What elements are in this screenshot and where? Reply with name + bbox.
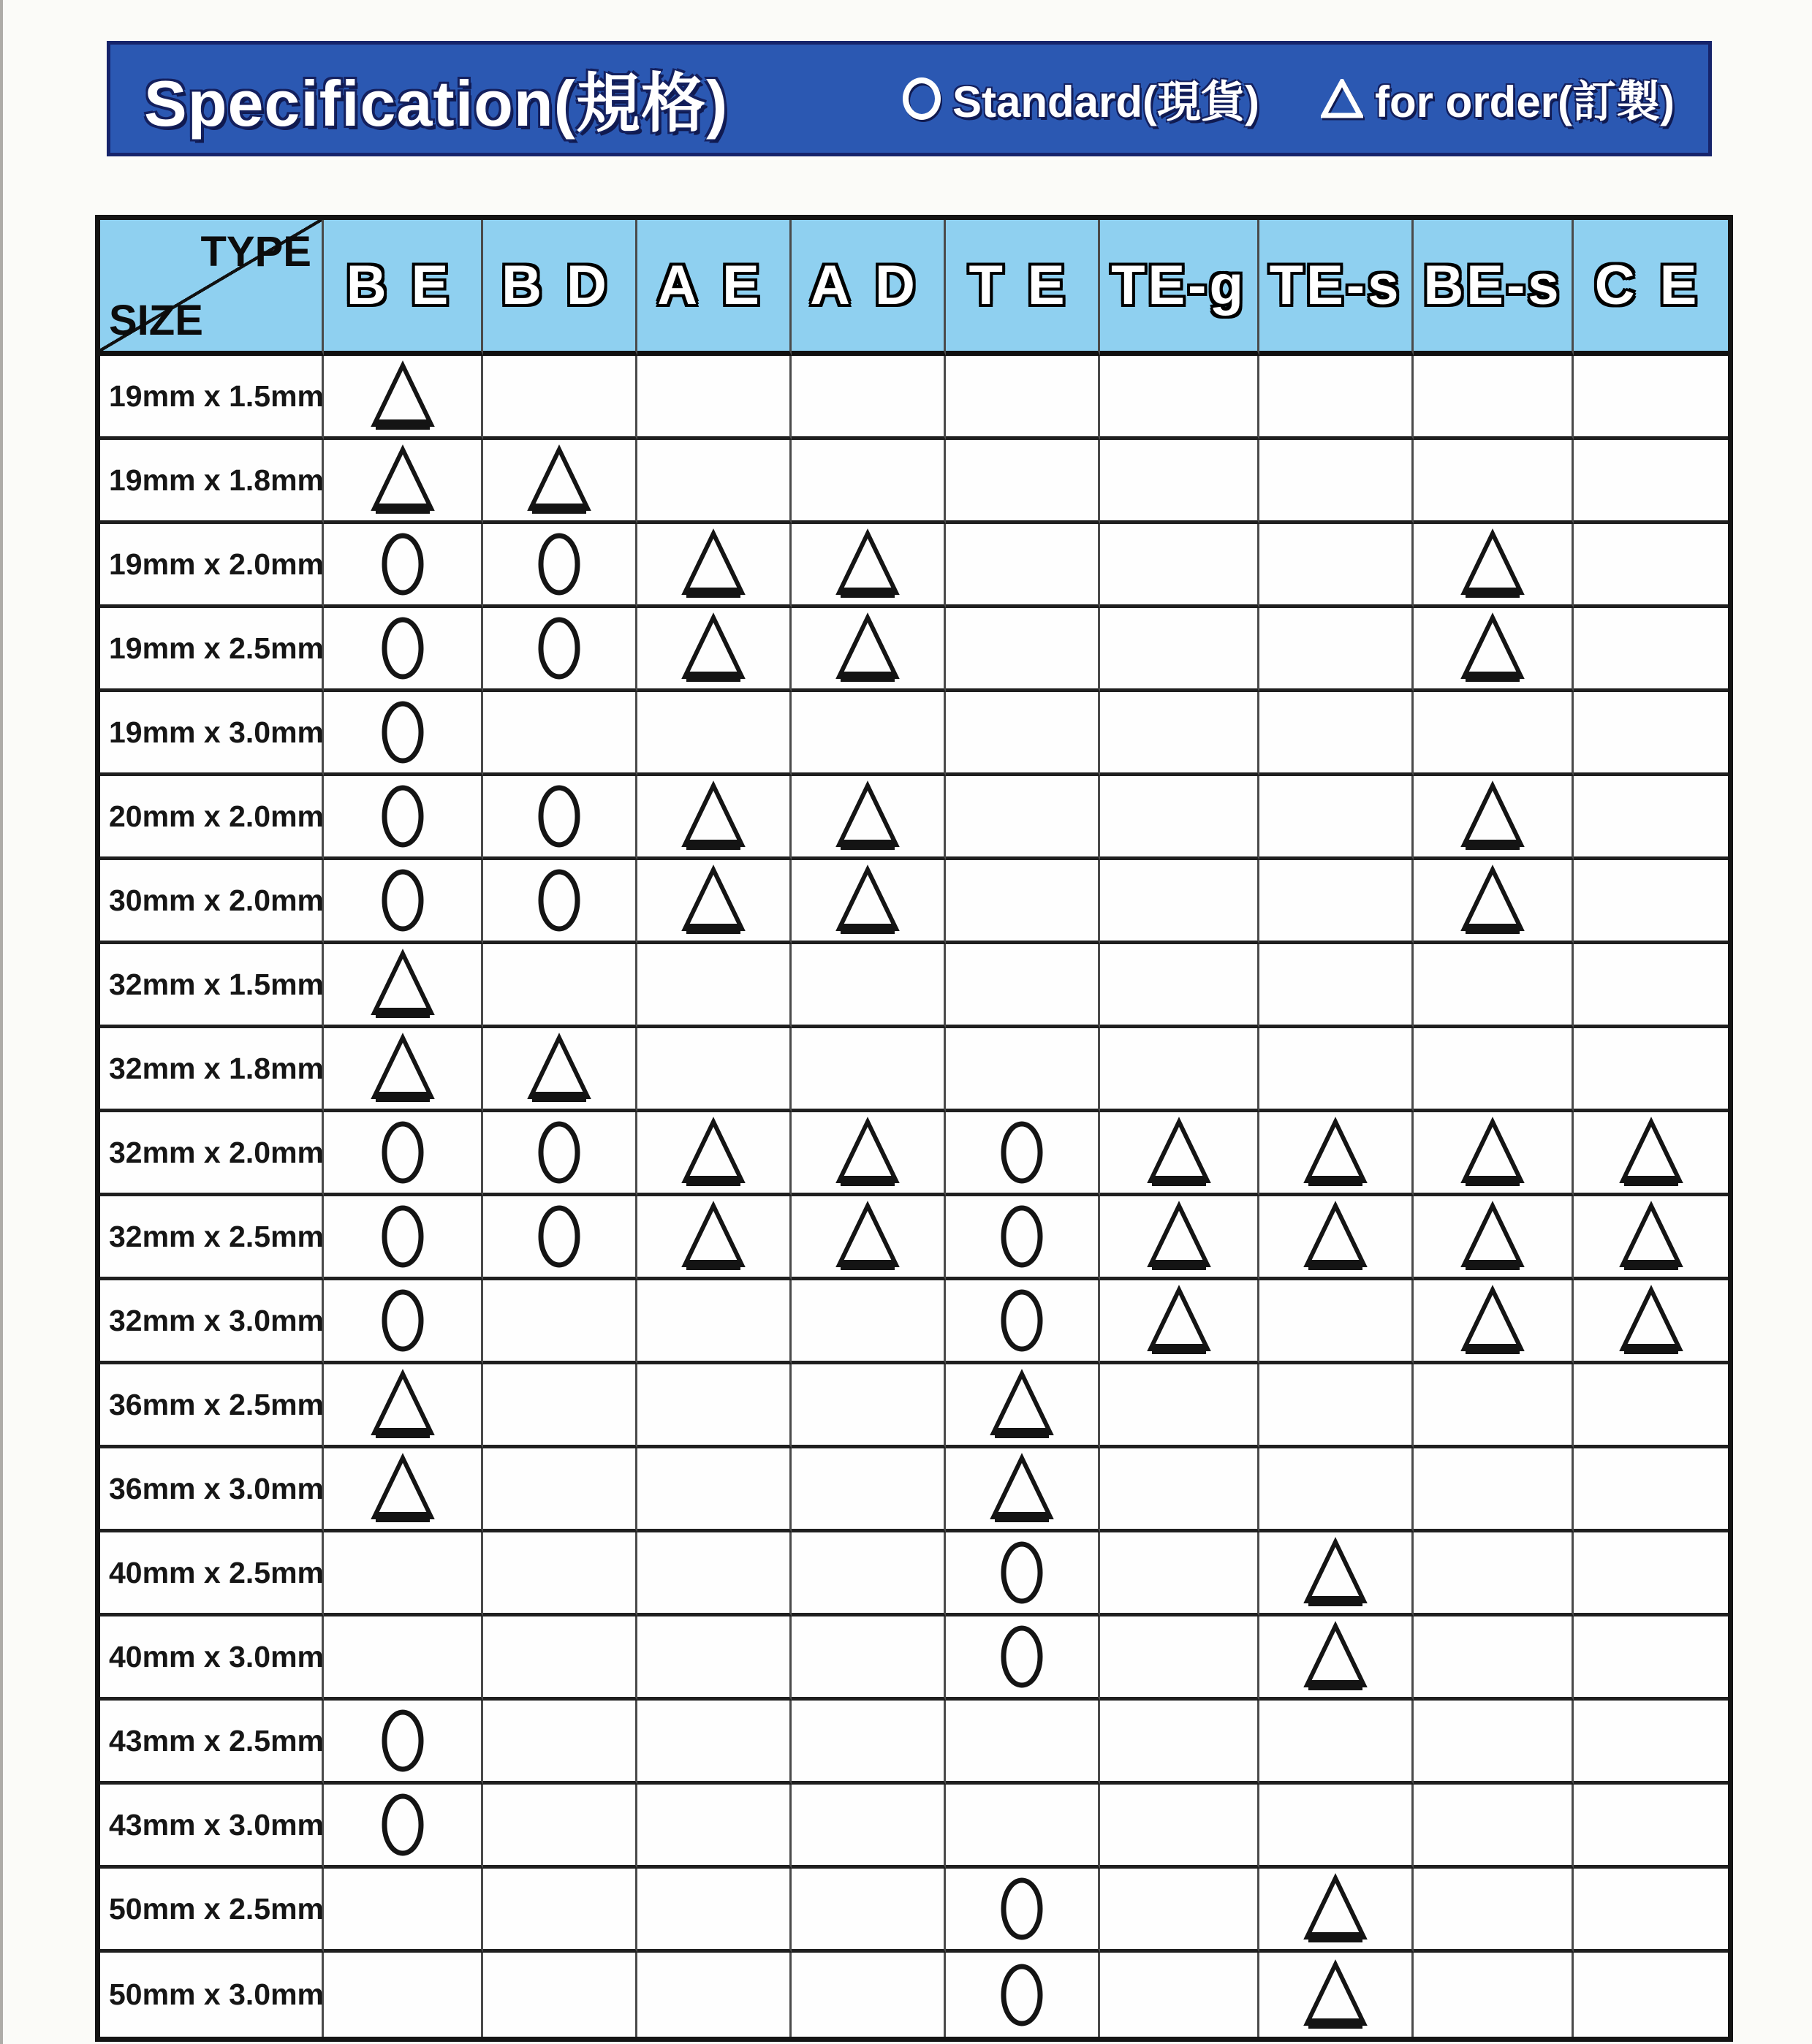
table-cell [1414,1616,1574,1701]
standard-circle-icon [379,783,426,850]
order-triangle-icon [680,865,747,936]
table-cell [1414,776,1574,860]
table-cell [946,692,1100,776]
table-cell [1574,524,1728,608]
column-header-label: TE-s [1269,254,1402,316]
table-cell [1259,1028,1414,1112]
column-header-label: BD [501,254,632,316]
order-triangle-icon [834,865,901,936]
table-cell [1259,776,1414,860]
table-cell [1574,692,1728,776]
column-header-label: BE-s [1423,254,1562,316]
table-cell [1414,440,1574,524]
table-cell [483,1953,637,2037]
table-cell [637,1448,792,1532]
row-label: 32mm x 2.0mm [100,1112,324,1196]
table-cell [946,608,1100,692]
corner-size-label: SIZE [109,297,203,344]
column-header-label: AD [810,254,940,316]
table-cell [324,1532,483,1616]
column-header-TE [946,220,1100,356]
table-cell [324,524,483,608]
table-cell [1100,692,1259,776]
order-triangle-icon [1459,612,1526,684]
table-cell [1414,1112,1574,1196]
column-header-AD [792,220,946,356]
table-cell [637,608,792,692]
table-cell [483,692,637,776]
order-triangle-icon [526,444,593,516]
legend-standard [903,67,1259,130]
table-cell [637,860,792,944]
row-label: 19mm x 2.0mm [100,524,324,608]
column-header-BD [483,220,637,356]
table-cell [637,692,792,776]
standard-circle-icon [903,77,941,120]
table-cell [1574,1701,1728,1785]
row-label: 43mm x 3.0mm [100,1785,324,1869]
table-cell [946,1616,1100,1701]
table-cell [324,1616,483,1701]
order-triangle-icon [1459,865,1526,936]
table-cell [1414,524,1574,608]
table-cell [1414,1280,1574,1364]
table-cell [324,1112,483,1196]
order-triangle-icon [834,1117,901,1188]
table-cell [1259,1701,1414,1785]
title-banner [107,41,1712,156]
table-cell [1414,1953,1574,2037]
table-cell [1259,1364,1414,1448]
table-cell [483,776,637,860]
table-cell [324,692,483,776]
order-triangle-icon [369,1453,436,1524]
table-cell [324,1701,483,1785]
standard-circle-icon [379,1203,426,1270]
standard-circle-icon [379,1287,426,1354]
table-cell [324,1869,483,1953]
table-cell [1100,944,1259,1028]
table-cell [637,440,792,524]
table-cell [1259,1280,1414,1364]
table-cell [483,1196,637,1280]
column-header-label: BE [346,254,474,316]
table-cell [1574,1785,1728,1869]
table-cell [792,356,946,440]
table-cell [1414,1532,1574,1616]
table-cell [946,1028,1100,1112]
order-triangle-icon [1618,1201,1685,1272]
table-cell [946,1196,1100,1280]
table-cell [324,608,483,692]
order-triangle-icon [1618,1285,1685,1356]
table-cell [1574,1196,1728,1280]
table-cell [1100,776,1259,860]
table-cell [1574,1869,1728,1953]
table-cell [324,1785,483,1869]
table-cell [792,1280,946,1364]
table-cell [1100,1953,1259,2037]
table-cell [1259,440,1414,524]
table-cell [792,1448,946,1532]
standard-circle-icon [379,699,426,766]
table-cell [483,860,637,944]
table-cell [1100,1364,1259,1448]
table-cell [1259,356,1414,440]
table-cell [1414,1869,1574,1953]
table-cell [1259,1532,1414,1616]
table-cell [1414,860,1574,944]
table-cell [1100,1196,1259,1280]
column-header-label: AE [657,254,784,316]
table-cell [792,1196,946,1280]
standard-circle-icon [379,531,426,598]
table-cell [324,1448,483,1532]
column-header-label: TE [968,254,1090,316]
table-cell [324,1364,483,1448]
table-cell [483,1280,637,1364]
row-label: 50mm x 2.5mm [100,1869,324,1953]
row-label: 32mm x 1.5mm [100,944,324,1028]
column-header-BE-s [1414,220,1574,356]
column-header-TE-s [1259,220,1414,356]
row-label: 43mm x 2.5mm [100,1701,324,1785]
scan-edge-artifact [0,0,3,2044]
table-cell [792,1869,946,1953]
order-triangle-icon [1302,1873,1369,1945]
table-cell [483,1532,637,1616]
standard-circle-icon [536,783,583,850]
table-cell [483,1785,637,1869]
order-triangle-icon [369,444,436,516]
table-cell [946,1953,1100,2037]
table-cell [1574,1112,1728,1196]
order-triangle-icon [1302,1201,1369,1272]
table-cell [1574,776,1728,860]
order-triangle-icon [1459,1285,1526,1356]
specification-table [95,215,1733,2042]
table-cell [1414,1785,1574,1869]
table-cell [324,1953,483,2037]
table-cell [483,1701,637,1785]
row-label: 40mm x 2.5mm [100,1532,324,1616]
order-triangle-icon [369,360,436,432]
order-triangle-icon [1459,1201,1526,1272]
order-triangle-icon [1459,528,1526,600]
standard-circle-icon [998,1119,1045,1186]
table-cell [1574,944,1728,1028]
standard-circle-icon [998,1961,1045,2029]
table-cell [1414,1028,1574,1112]
table-cell [792,1112,946,1196]
table-cell [792,1953,946,2037]
table-cell [483,1869,637,1953]
table-cell [483,1448,637,1532]
table-cell [637,1869,792,1953]
table-cell [1259,1785,1414,1869]
standard-circle-icon [536,867,583,934]
table-cell [792,776,946,860]
order-triangle-icon [526,1033,593,1104]
table-cell [946,1532,1100,1616]
table-cell [1574,860,1728,944]
page-title: Specification(規格) [144,67,729,140]
column-header-CE [1574,220,1728,356]
table-cell [1259,1196,1414,1280]
standard-circle-icon [536,615,583,682]
order-triangle-icon [1618,1117,1685,1188]
row-label: 32mm x 3.0mm [100,1280,324,1364]
standard-circle-icon [379,1707,426,1774]
table-cell [483,356,637,440]
table-cell [1100,1112,1259,1196]
table-cell [1414,1364,1574,1448]
table-cell [792,1616,946,1701]
table-cell [1574,1953,1728,2037]
table-cell [637,356,792,440]
row-label: 19mm x 2.5mm [100,608,324,692]
table-cell [1414,1701,1574,1785]
table-cell [1100,860,1259,944]
table-cell [946,440,1100,524]
table-cell [1574,1616,1728,1701]
order-triangle-icon [1321,79,1363,118]
table-cell [1259,608,1414,692]
table-cell [637,944,792,1028]
table-cell [946,1785,1100,1869]
row-label: 19mm x 1.8mm [100,440,324,524]
table-cell [946,1869,1100,1953]
table-cell [792,1532,946,1616]
table-cell [946,356,1100,440]
table-cell [792,1701,946,1785]
table-cell [1574,1448,1728,1532]
table-cell [483,1112,637,1196]
table-cell [1100,356,1259,440]
table-cell [1574,1280,1728,1364]
column-header-label: TE-g [1111,254,1246,316]
table-cell [637,1701,792,1785]
table-cell [1414,356,1574,440]
table-cell [1100,608,1259,692]
table-cell [1414,1448,1574,1532]
table-cell [1574,1364,1728,1448]
table-cell [637,1953,792,2037]
table-cell [1100,1280,1259,1364]
table-cell [483,1364,637,1448]
table-cell [637,776,792,860]
table-cell [1100,1448,1259,1532]
row-label: 20mm x 2.0mm [100,776,324,860]
table-cell [483,1028,637,1112]
standard-circle-icon [379,1791,426,1858]
table-cell [946,1364,1100,1448]
standard-circle-icon [379,1119,426,1186]
table-cell [483,608,637,692]
table-cell [1259,1112,1414,1196]
row-label: 50mm x 3.0mm [100,1953,324,2037]
row-label: 36mm x 2.5mm [100,1364,324,1448]
table-cell [1574,440,1728,524]
table-cell [1100,524,1259,608]
table-cell [1259,944,1414,1028]
type-size-corner [100,220,324,356]
order-triangle-icon [369,1369,436,1440]
order-triangle-icon [369,1033,436,1104]
table-cell [792,860,946,944]
table-cell [792,1028,946,1112]
order-triangle-icon [1302,1959,1369,2031]
table-cell [1259,524,1414,608]
standard-circle-icon [998,1875,1045,1942]
table-cell [1100,1532,1259,1616]
order-triangle-icon [834,528,901,600]
table-cell [1100,440,1259,524]
table-cell [1100,1869,1259,1953]
table-cell [637,524,792,608]
standard-circle-icon [379,867,426,934]
order-triangle-icon [680,1201,747,1272]
order-triangle-icon [680,612,747,684]
row-label: 19mm x 1.5mm [100,356,324,440]
order-triangle-icon [1459,780,1526,852]
order-triangle-icon [680,1117,747,1188]
order-triangle-icon [1145,1285,1213,1356]
table-cell [1259,692,1414,776]
table-cell [1574,1028,1728,1112]
table-cell [637,1280,792,1364]
table-cell [324,776,483,860]
order-triangle-icon [369,949,436,1020]
standard-circle-icon [536,531,583,598]
table-cell [792,692,946,776]
standard-circle-icon [998,1287,1045,1354]
table-cell [792,1364,946,1448]
legend-order-label: for order(訂製) [1375,77,1675,126]
column-header-BE [324,220,483,356]
standard-circle-icon [998,1203,1045,1270]
table-cell [1259,1448,1414,1532]
order-triangle-icon [988,1369,1055,1440]
order-triangle-icon [1302,1117,1369,1188]
table-cell [1574,1532,1728,1616]
order-triangle-icon [1302,1621,1369,1692]
standard-circle-icon [998,1539,1045,1606]
column-header-label: CE [1594,254,1722,316]
table-cell [946,776,1100,860]
column-header-AE [637,220,792,356]
order-triangle-icon [834,780,901,852]
table-cell [1100,1785,1259,1869]
order-triangle-icon [1145,1117,1213,1188]
table-cell [1100,1028,1259,1112]
standard-circle-icon [998,1623,1045,1690]
legend-standard-label: Standard(現貨) [952,77,1260,126]
table-cell [637,1364,792,1448]
row-label: 30mm x 2.0mm [100,860,324,944]
table-cell [946,1448,1100,1532]
table-cell [1574,608,1728,692]
order-triangle-icon [834,1201,901,1272]
table-cell [324,1196,483,1280]
table-cell [483,944,637,1028]
table-cell [1414,944,1574,1028]
corner-type-label: TYPE [200,228,311,276]
row-label: 32mm x 2.5mm [100,1196,324,1280]
row-label: 36mm x 3.0mm [100,1448,324,1532]
table-cell [324,356,483,440]
row-label: 32mm x 1.8mm [100,1028,324,1112]
table-cell [483,440,637,524]
table-cell [324,944,483,1028]
table-cell [792,440,946,524]
table-cell [483,1616,637,1701]
table-cell [324,1280,483,1364]
table-cell [1574,356,1728,440]
row-label: 40mm x 3.0mm [100,1616,324,1701]
order-triangle-icon [834,612,901,684]
table-cell [792,524,946,608]
table-cell [1100,1701,1259,1785]
table-cell [792,1785,946,1869]
row-label: 19mm x 3.0mm [100,692,324,776]
order-triangle-icon [988,1453,1055,1524]
table-cell [1259,860,1414,944]
table-cell [946,524,1100,608]
column-header-TE-g [1100,220,1259,356]
table-cell [1259,1869,1414,1953]
table-cell [946,860,1100,944]
table-cell [1414,608,1574,692]
table-cell [637,1616,792,1701]
table-cell [637,1785,792,1869]
table-cell [946,1112,1100,1196]
table-cell [637,1112,792,1196]
order-triangle-icon [1459,1117,1526,1188]
table-cell [1100,1616,1259,1701]
table-cell [1259,1953,1414,2037]
table-cell [1259,1616,1414,1701]
table-cell [637,1532,792,1616]
order-triangle-icon [1145,1201,1213,1272]
standard-circle-icon [536,1119,583,1186]
legend-for-order [1321,67,1675,130]
table-cell [637,1028,792,1112]
table-cell [792,944,946,1028]
table-cell [324,860,483,944]
table-cell [946,944,1100,1028]
table-cell [1414,1196,1574,1280]
order-triangle-icon [680,780,747,852]
standard-circle-icon [536,1203,583,1270]
table-cell [483,524,637,608]
table-cell [946,1280,1100,1364]
table-cell [946,1701,1100,1785]
order-triangle-icon [1302,1537,1369,1608]
table-cell [1414,692,1574,776]
table-cell [324,440,483,524]
standard-circle-icon [379,615,426,682]
table-cell [792,608,946,692]
order-triangle-icon [680,528,747,600]
table-cell [637,1196,792,1280]
table-cell [324,1028,483,1112]
